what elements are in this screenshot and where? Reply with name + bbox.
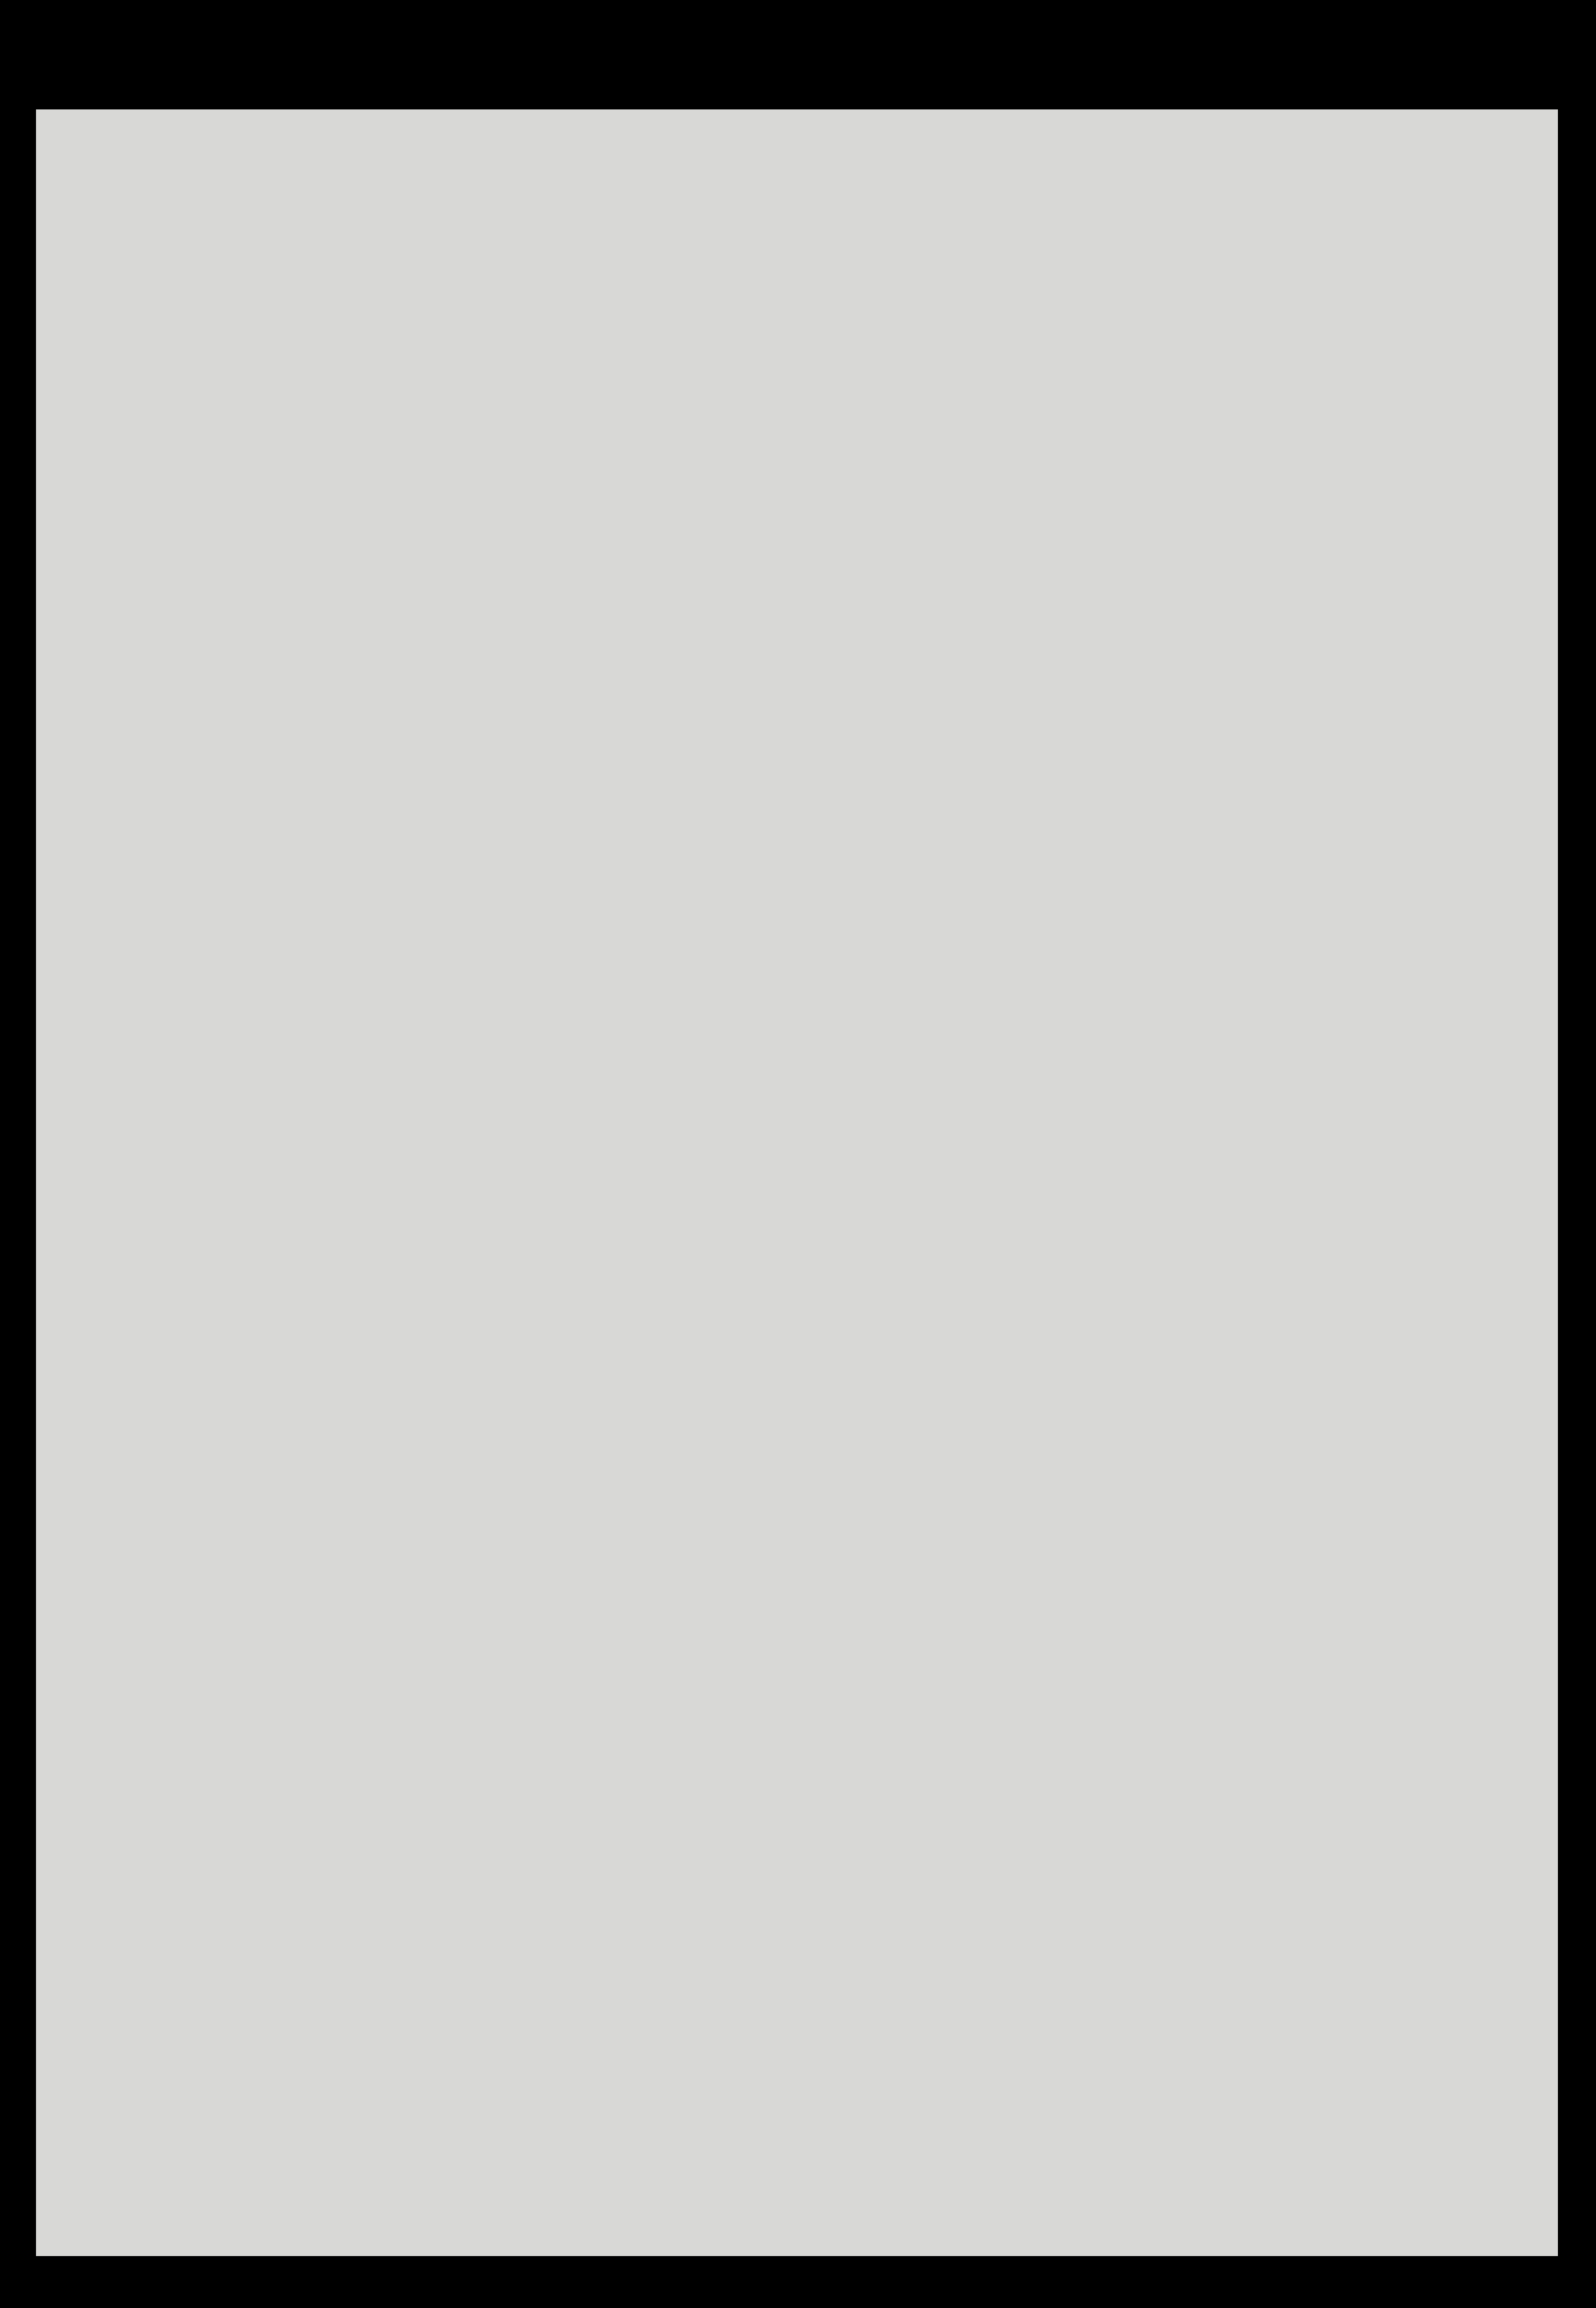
crew-list-document <box>36 109 1558 2256</box>
